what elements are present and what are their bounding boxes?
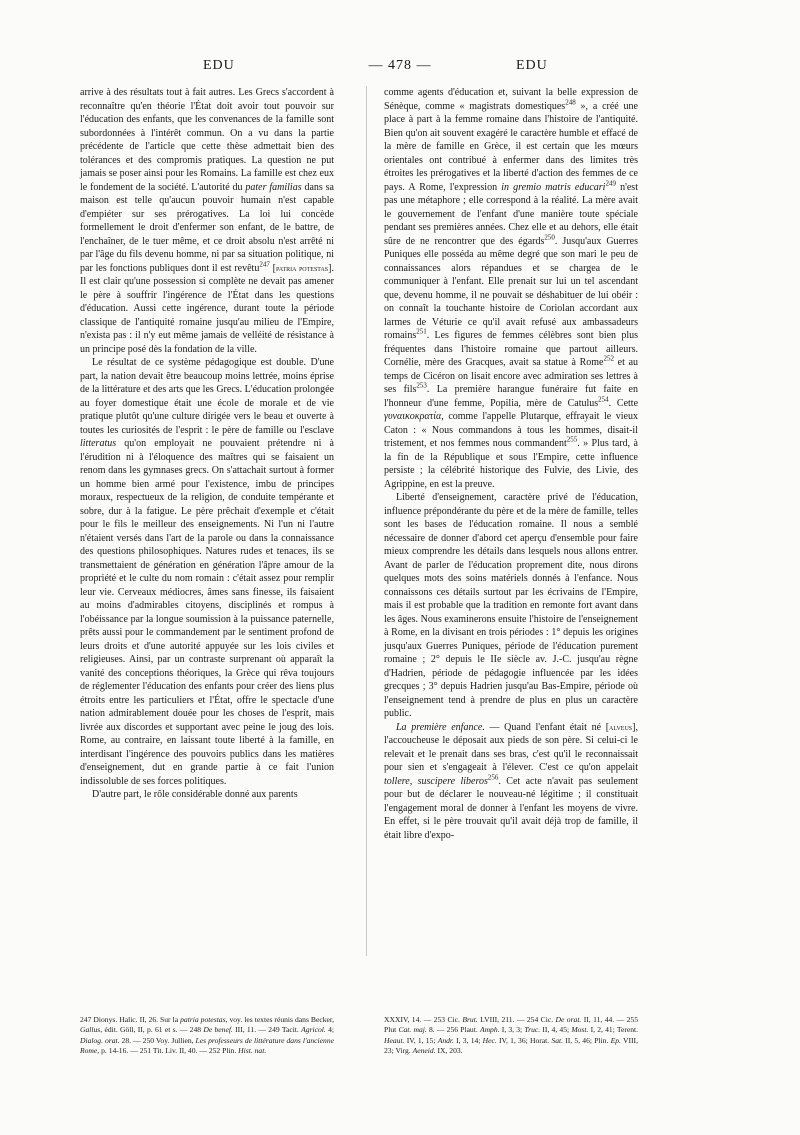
text-run: [ — [269, 262, 277, 274]
text-run: comme agents d'éducation et, suivant la belle expression de Sénèque, comme « magistrats domestiques — [384, 87, 638, 112]
running-head-right: EDU — [516, 58, 548, 73]
text-run: I, 3, 3; — [499, 1025, 525, 1035]
footnote-ref: 256 — [487, 773, 499, 782]
text-run: dans sa maison est telle qu'aucun pouvoir humain n'est capable d'empiéter sur ses prérogatives. La loi lui concède formellement le droit d'enfermer son enfant, de le battre, de l'enchaîner, de le tuer même, et ce droit absolu n'est arrêté ni par l'âge du fils devenu homme, ni par sa situation politique, ni par les fonctions publiques dont il est revêtu — [80, 181, 334, 274]
text-run: XXXIV, 14. — 253 Cic. — [384, 1015, 463, 1024]
text-run: 247 Dionys. Halic. II, 26. Sur la — [80, 1015, 181, 1024]
text-run: . Cet acte n'avait pas seulement pour but de déclarer le nouveau-né légitime ; il constituait l'engagement moral de donner à l'enfant les moyens de vivre. En effet, si le père trouvait qu'il avait déjà trop de famille, il était libre d'expo- — [384, 775, 638, 841]
paragraph — [384, 86, 638, 491]
italic-term: Ep. — [610, 1035, 621, 1045]
italic-term: litteratus — [80, 438, 117, 449]
text-run: VIII, 23; Virg. — [384, 1035, 638, 1056]
text-run: IV, 1, 36; Horat. — [496, 1035, 552, 1045]
footnote-ref: 250 — [544, 233, 555, 242]
italic-term: Andr. — [437, 1035, 454, 1045]
footnote-ref: 255 — [566, 435, 578, 444]
italic-term: in gremio matris educari — [501, 181, 606, 193]
text-run: — Quand l'enfant était né [ — [484, 721, 610, 733]
text-run: arrive à des résultats tout à fait autres. Les Grecs s'accordent à reconnaître qu'en théorie l'État doit avoir tout pouvoir sur l'éducation des enfants, que les convenances de la famille sont subordonnées à l'intérêt commun. On a vu dans la partie précédente de l'article que cette thèse admettait bien des tolérances et des compromis pratiques. La question ne put jamais se poser ainsi pour les Romains. La famille est chez eux le fondement de la société. L'autorité du — [80, 87, 334, 193]
text-run: », a créé une place à part à la femme romaine dans l'histoire de l'antiquité. Bien qu'on ait souvent exagéré le caractère humble et effacé de la mère de famille en Grèce, il est certain que les mœurs orientales ont contribué à enfermer dans des limites très étroites les prérogatives et la liberté d'action des femmes de ce pays. A Rome, l'expression — [384, 100, 638, 193]
italic-term: De benef. — [203, 1025, 233, 1035]
italic-term: pater familias — [245, 181, 302, 193]
footnote-ref: 253 — [416, 381, 427, 390]
text-run: qu'on employait ne pouvaient prétendre ni à l'érudition ni à l'éloquence des maîtres qui se faisaient un renom dans les gymnases grecs. On s'attachait surtout à former un homme bien armé pour l'existence, imbu de principes moraux, respectueux de la religion, de conduite tempérante et sobre, dur à la fatigue. Le père prêchait d'exemple et c'était pour le fils le meilleur des enseignements. Ni l'un ni l'autre n'étaient versés dans l'art de la parole ou dans la connaissance des questions philosophiques. Natures rudes et tenaces, ils se transmettaient de génération en génération l'âpre amour de la propriété et le culte du nom romain : c'était assez pour remplir leur vie. Cerveaux médiocres, âmes sans finesse, ils faisaient au moins d'admirables citoyens, disciplinés et rompus à l'obéissance par la longue soumission à la puissance paternelle, prêts aussi pour le commandement par le sentiment profond de leurs droits et d'une autorité appuyée sur les lois civiles et religieuses. Ainsi, par un contraste surprenant où apparaît la vanité des conceptions théoriques, la Grèce qui rêva toujours de réglementer l'éducation des enfants pour créer des liens plus étroits entre les particuliers et l'État, offre le spectacle d'une nation admirablement douée pour les choses de l'esprit, mais livrée aux discordes et supportant avec peine le joug des lois. Rome, au contraire, en laissant toute liberté à la famille, en interdisant l'ingérence des pouvoirs publics dans les matières d'enseignement, dut en grande partie à ce fait l'union indissoluble de ses forces politiques. — [80, 438, 334, 787]
cross-reference: patria potestas — [276, 262, 329, 273]
italic-term: Aeneid. — [412, 1046, 436, 1056]
italic-term: Truc. — [524, 1025, 541, 1035]
italic-term: Amph. — [479, 1025, 500, 1035]
italic-term: Dialog. orat. — [80, 1035, 120, 1045]
text-run: LVIII, 211. — 254 Cic. — [477, 1015, 556, 1024]
paragraph: Liberté d'enseignement, caractère privé de l'éducation, influence prépondérante du père et de la mère de famille, telles sont les bases de l'éducation romaine. Il nous a semblé nécessaire de donner d'abord cet aperçu d'ensemble pour faire mieux comprendre les détails dans lesquels nous allons entrer. Avant de parler de l'éducation proprement dite, nous dirons quelques mots des soins matériels donnés à l'enfance. Nous connaissons ces détails surtout par les écrivains de l'Empire, mais il est probable que la tradition en remonte fort avant dans les âges. Nous examinerons ensuite l'histoire de l'enseignement à Rome, en la divisant en trois périodes : 1° depuis les origines jusqu'aux Guerres Puniques, période de l'éducation purement romaine ; 2° depuis le IIe siècle av. J.-C. jusqu'au règne d'Hadrien, période de pédagogie influencée par les idées grecques ; 3° depuis Hadrien jusqu'au Bas-Empire, période où l'enseignement tend à prendre de plus en plus un caractère public. — [384, 492, 638, 719]
footnotes-right — [384, 1015, 638, 1057]
text-run: , édit. Göll, II, p. 61 et s. — 248 — [100, 1025, 204, 1035]
text-run: I, 2, 41; Terent. — [588, 1025, 639, 1035]
italic-term: Heaut. — [384, 1035, 405, 1045]
cross-reference: alveus — [609, 721, 633, 732]
text-run: ]. Il est clair qu'une possession si complète ne devait pas amener le père à souffrir l'ingérence de l'État dans les questions d'éducation. Aussi cette ingérence, durant toute la période classique de l'antiquité romaine jusqu'au milieu de l'Empire, n'exista pas : il n'y eut même jamais de velléité de résistance à un principe posé dès la fondation de la ville. — [80, 262, 334, 355]
paragraph — [80, 86, 334, 356]
text-run: IV, 1, 15; — [404, 1035, 438, 1045]
text-run: , comme l'appelle Plutarque, effrayait le vieux Caton : « Nous commandons à tous les hommes, disait-il tristement, et nos femmes nous commandent — [384, 411, 638, 449]
text-run: Le résultat de ce système pédagogique est double. D'une part, la nation devait être beaucoup moins lettrée, moins éprise de la littérature et des arts que les Grecs. L'éducation prolongée au foyer domestique était une école de morale et de vie pratique plutôt qu'une culture dirigée vers le beau et ouverte à toutes les curiosités de l'esprit : le père de famille ou l'esclave — [80, 357, 334, 436]
text-run: II, 5, 46; Plin. — [563, 1035, 611, 1045]
paragraph — [80, 356, 334, 788]
italic-term: Hist. nat. — [238, 1046, 267, 1056]
paragraph — [384, 721, 638, 843]
section-heading: La première enfance. — [396, 721, 485, 733]
text-run: , p. 14-16. — 251 Tit. Liv. II, 40. — 252 Plin. — [97, 1046, 239, 1056]
paragraph: D'autre part, le rôle considérable donné aux parents — [92, 789, 298, 800]
italic-term: Brut. — [462, 1015, 478, 1024]
italic-term: Cat. maj. — [398, 1025, 427, 1035]
footnote-ref: 248 — [565, 98, 576, 107]
text-run: II, 4, 45; — [540, 1025, 572, 1035]
right-column — [384, 86, 638, 842]
greek-term: γυναικοκρατία — [384, 411, 442, 422]
italic-term: patria potestas — [180, 1015, 226, 1024]
text-run: 28. — 250 Voy. Jullien, — [119, 1035, 196, 1045]
text-run: I, 3, 14; — [453, 1035, 483, 1045]
running-head — [80, 58, 720, 80]
footnote-ref: 252 — [603, 354, 614, 363]
footnote-ref: 247 — [259, 260, 270, 269]
text-run: III, 11. — 249 Tacit. — [232, 1025, 302, 1035]
column-divider — [366, 86, 367, 956]
text-run: . » Plus tard, à la fin de la République et sous l'Empire, cette influence persiste ; la célébrité historique des Fulvie, des Livie, des Agrippine, en est la preuve. — [384, 438, 638, 490]
left-column — [80, 86, 334, 802]
footnotes-left — [80, 1015, 334, 1057]
italic-term: Most. — [571, 1025, 589, 1035]
text-run: . Cette — [608, 397, 639, 409]
text-run: . Les figures de femmes célèbres sont bien plus fréquentes dans l'histoire romaine que partout ailleurs. Cornélie, mère des Gracques, avait sa statue à Rome — [384, 330, 638, 368]
italic-term: Sat. — [551, 1035, 563, 1045]
text-run: et au temps de Cicéron on lisait encore avec admiration ses lettres à ses fils — [384, 357, 639, 395]
text-run: II, 11, 44. — 255 Plut — [384, 1015, 639, 1035]
text-run: . Jusqu'aux Guerres Puniques elle posséda au même degré que son mari le peu de connaissances alors répandues et se chargea de le communiquer à l'enfant. Elle prenait sur lui un tel ascendant que, devenu homme, il ne pouvait se déshabituer de lui obéir : on connaît la touchante histoire de Coriolan accordant aux larmes de Véturie ce qu'il avait refusé aux ambassadeurs romains — [384, 235, 638, 341]
text-run: 4; — [325, 1025, 334, 1035]
text-run: 8. — 256 Plaut. — [426, 1025, 480, 1035]
running-head-left: EDU — [203, 58, 235, 73]
footnote-ref: 251 — [416, 327, 427, 336]
italic-term: Agricol. — [301, 1025, 326, 1035]
italic-term: Hec. — [482, 1035, 497, 1045]
italic-term: Les professeurs de littérature dans l'ancienne Rome — [80, 1035, 334, 1056]
footnote-ref: 254 — [598, 395, 609, 404]
footnote-ref: 249 — [605, 179, 616, 188]
italic-term: tollere, suscipere liberos — [384, 775, 488, 787]
text-run: IX, 203. — [435, 1046, 463, 1056]
text-run: ], l'accoucheuse le déposait aux pieds de son père. Si celui-ci le relevait et le prenait dans ses bras, c'est qu'il le reconnaissait pour sien et s'engageait à l'élever. C'est ce qu'on appelait — [384, 721, 638, 773]
text-run: n'est pas une métaphore ; elle correspond à la réalité. La mère avait le gouvernement de l'enfant d'une manière toute spéciale pendant ses premières années. Chez elle et au dehors, elle était sûre de ne rencontrer que des égards — [384, 181, 638, 247]
text-run: . La première harangue funéraire fut faite en l'honneur d'une femme, Popilia, mère de Catulus — [384, 384, 638, 409]
italic-term: De orat. — [555, 1015, 582, 1024]
page-number: — 478 — — [368, 58, 432, 73]
italic-term: Gallus — [80, 1025, 101, 1035]
text-run: , voy. les textes réunis dans Becker, — [225, 1015, 335, 1024]
